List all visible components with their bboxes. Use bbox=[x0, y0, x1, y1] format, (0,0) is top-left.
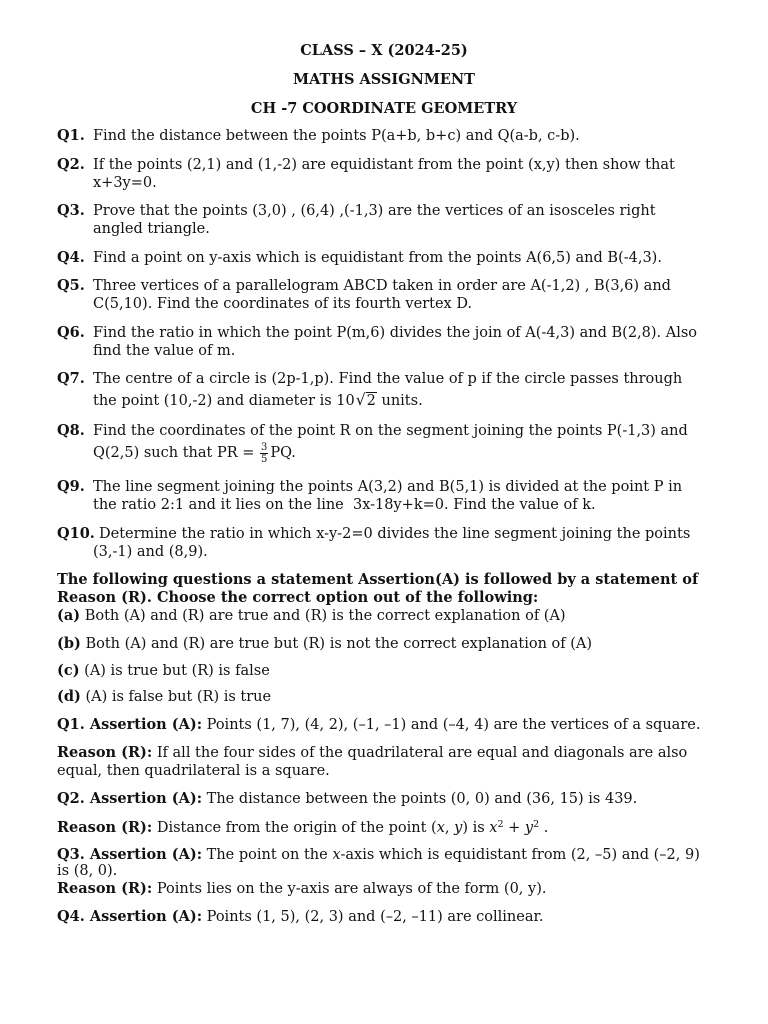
option-text: (A) is false but (R) is true bbox=[85, 689, 272, 705]
question-text-line: C(5,10). Find the coordinates of its fourth vertex D. bbox=[93, 296, 473, 312]
variable-y: y bbox=[524, 820, 534, 836]
reason-label: Reason (R): bbox=[57, 744, 153, 761]
question-8 bbox=[57, 422, 737, 467]
question-2 bbox=[57, 156, 737, 192]
option-label: (b) bbox=[57, 635, 81, 652]
class-heading: CLASS – X (2024-25) bbox=[300, 42, 468, 59]
reason-text: Points lies on the y-axis are always of the form (0, y). bbox=[156, 881, 547, 897]
question-7 bbox=[57, 370, 737, 412]
text-segment: ) is bbox=[462, 820, 490, 836]
question-text-line: x+3y=0. bbox=[93, 174, 157, 191]
text-segment: -axis which is equidistant from (2, –5) and (–2, 9) bbox=[340, 847, 700, 863]
reason-line bbox=[57, 819, 737, 837]
assertion-reason-q1 bbox=[57, 716, 737, 780]
assertion-reason-q3 bbox=[57, 846, 737, 897]
question-number: Q5. bbox=[57, 277, 85, 294]
question-9 bbox=[57, 478, 737, 514]
reason-text: If all the four sides of the quadrilateral are equal and diagonals are also bbox=[156, 745, 688, 761]
question-10 bbox=[57, 525, 737, 561]
question-text-line: Find the ratio in which the point P(m,6) divides the join of A(-4,3) and B(2,8). Also bbox=[93, 324, 698, 341]
document-header bbox=[0, 36, 768, 123]
option-label: (c) bbox=[57, 662, 80, 679]
question-text-line: The centre of a circle is (2p-1,p). Find the value of p if the circle passes through bbox=[93, 371, 683, 387]
assertion-line bbox=[57, 790, 737, 808]
option-b bbox=[57, 635, 737, 653]
text-segment: the point (10,-2) and diameter is 10 bbox=[93, 393, 355, 409]
assertion-line bbox=[57, 908, 737, 926]
question-number: Q2. bbox=[57, 155, 85, 173]
question-number: Q6. bbox=[57, 323, 85, 341]
option-d bbox=[57, 688, 737, 706]
assertion-label: Q3. Assertion (A): bbox=[57, 846, 203, 863]
reason-line bbox=[57, 880, 737, 897]
question-text-line bbox=[93, 388, 737, 412]
variable-y: y bbox=[454, 820, 463, 836]
variable-x: x bbox=[489, 820, 498, 836]
assertion-line bbox=[57, 846, 737, 863]
question-text-line: Prove that the points (3,0) , (6,4) ,(-1,3) are the vertices of an isosceles right bbox=[93, 203, 656, 219]
question-number: Q4. bbox=[57, 248, 85, 266]
assertion-label: Q4. Assertion (A): bbox=[57, 908, 203, 925]
radicand: 2 bbox=[366, 393, 376, 409]
assertion-text: The distance between the points (0, 0) and (36, 15) is 439. bbox=[206, 791, 638, 807]
question-4 bbox=[57, 249, 737, 267]
answer-options bbox=[57, 607, 737, 706]
fraction-denominator: 5 bbox=[261, 453, 268, 465]
question-text-line: Find the distance between the points P(a+b, b+c) and Q(a-b, c-b). bbox=[93, 128, 580, 144]
text-segment: PQ. bbox=[270, 445, 296, 461]
assertion-text: Points (1, 7), (4, 2), (–1, –1) and (–4, 4) are the vertices of a square. bbox=[206, 717, 701, 733]
option-text: Both (A) and (R) are true and (R) is the correct explanation of (A) bbox=[84, 608, 566, 624]
text-segment: , bbox=[444, 820, 455, 836]
reason-label: Reason (R): bbox=[57, 819, 153, 836]
question-1 bbox=[57, 127, 737, 145]
question-text-line: (3,-1) and (8,9). bbox=[93, 543, 208, 560]
assertion-reason-q2 bbox=[57, 790, 737, 837]
question-number: Q10. bbox=[57, 524, 95, 542]
reason-line bbox=[57, 744, 737, 762]
assertion-line: is (8, 0). bbox=[57, 863, 118, 879]
question-number: Q1. bbox=[57, 127, 85, 144]
question-number: Q7. bbox=[57, 370, 85, 387]
fraction-numerator: 3 bbox=[261, 441, 268, 453]
question-text-line: the ratio 2:1 and it lies on the line 3x-18y+k=0. Find the value of k. bbox=[93, 497, 596, 513]
assertion-label: Q1. Assertion (A): bbox=[57, 716, 203, 733]
text-segment: units. bbox=[376, 393, 423, 409]
variable-x: x bbox=[436, 820, 445, 836]
instruction-line: The following questions a statement Assertion(A) is followed by a statement of bbox=[57, 571, 699, 588]
assertion-reason-q4 bbox=[57, 908, 737, 926]
square-root-sign: √ bbox=[355, 391, 366, 409]
variable-x: x bbox=[332, 847, 341, 863]
question-number: Q3. bbox=[57, 202, 85, 219]
instruction-line: Reason (R). Choose the correct option out of the following: bbox=[57, 589, 539, 606]
question-3 bbox=[57, 202, 737, 238]
question-text-line bbox=[93, 440, 737, 467]
assertion-label: Q2. Assertion (A): bbox=[57, 790, 203, 807]
question-text-line: Find a point on y-axis which is equidistant from the points A(6,5) and B(-4,3). bbox=[93, 249, 662, 266]
text-segment: Q(2,5) such that PR = bbox=[93, 445, 260, 461]
text-segment: Distance from the origin of the point ( bbox=[156, 820, 437, 836]
text-segment: + bbox=[503, 820, 525, 836]
question-6 bbox=[57, 324, 737, 360]
option-label: (d) bbox=[57, 688, 81, 705]
assertion-text: Points (1, 5), (2, 3) and (–2, –11) are collinear. bbox=[206, 909, 544, 925]
question-text-line: If the points (2,1) and (1,-2) are equidistant from the point (x,y) then show that bbox=[93, 156, 675, 173]
text-segment: . bbox=[539, 820, 549, 836]
text-segment: The point on the bbox=[206, 847, 333, 863]
question-text-line: Determine the ratio in which x-y-2=0 divides the line segment joining the points bbox=[99, 525, 691, 542]
document-body bbox=[57, 127, 737, 926]
option-c bbox=[57, 662, 737, 680]
assignment-title: MATHS ASSIGNMENT bbox=[293, 71, 475, 88]
question-5 bbox=[57, 277, 737, 313]
assertion-line bbox=[57, 716, 737, 734]
question-text-line: angled triangle. bbox=[93, 221, 210, 237]
question-number: Q9. bbox=[57, 478, 85, 495]
question-text-line: Find the coordinates of the point R on the segment joining the points P(-1,3) and bbox=[93, 423, 688, 439]
option-text: Both (A) and (R) are true but (R) is not the correct explanation of (A) bbox=[85, 636, 593, 652]
option-text: (A) is true but (R) is false bbox=[84, 663, 270, 679]
exponent: 2 bbox=[497, 819, 504, 830]
question-text-line: find the value of m. bbox=[93, 342, 236, 359]
question-number: Q8. bbox=[57, 422, 85, 439]
question-text-line: The line segment joining the points A(3,2) and B(5,1) is divided at the point P in bbox=[93, 479, 683, 495]
option-label: (a) bbox=[57, 607, 81, 624]
fraction bbox=[260, 442, 268, 465]
exponent: 2 bbox=[533, 819, 540, 830]
question-text-line: Three vertices of a parallelogram ABCD taken in order are A(-1,2) , B(3,6) and bbox=[93, 278, 671, 294]
option-a bbox=[57, 607, 737, 625]
assertion-reason-instructions bbox=[57, 571, 737, 607]
chapter-heading: CH -7 COORDINATE GEOMETRY bbox=[250, 100, 518, 117]
reason-line: equal, then quadrilateral is a square. bbox=[57, 763, 330, 779]
reason-label: Reason (R): bbox=[57, 880, 153, 897]
